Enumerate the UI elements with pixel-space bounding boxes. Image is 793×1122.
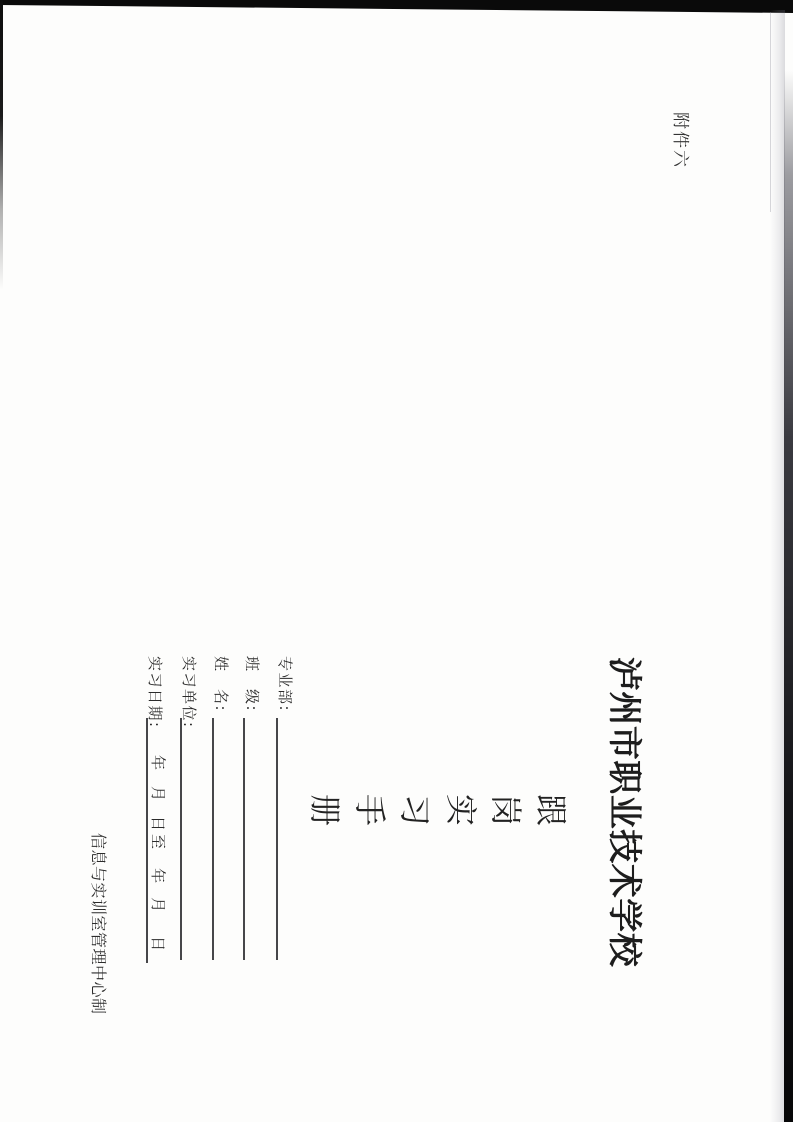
booklet-title-char: 跟 bbox=[532, 793, 570, 826]
scan-shadow-right bbox=[770, 10, 785, 1122]
field-line-class bbox=[243, 718, 265, 960]
date-char-year-start: 年 bbox=[149, 755, 167, 771]
form-row-major-department bbox=[276, 656, 296, 964]
field-label-class: 班 级: bbox=[243, 656, 261, 713]
form-row-name bbox=[212, 656, 232, 964]
booklet-title-char: 册 bbox=[306, 793, 345, 826]
scan-edge-left bbox=[0, 0, 3, 290]
date-char-day-end: 日 bbox=[149, 936, 167, 952]
form-row-class bbox=[243, 656, 263, 964]
form-row-internship-dates bbox=[146, 656, 166, 964]
field-label-internship-dates: 实习日期: bbox=[146, 656, 164, 729]
attachment-number-label: 附件六 bbox=[670, 112, 690, 169]
scan-edge-right bbox=[784, 70, 793, 1122]
date-char-to: 至 bbox=[149, 834, 167, 850]
date-char-year-end: 年 bbox=[149, 868, 167, 884]
date-char-day-start: 日 bbox=[149, 816, 167, 832]
form-row-internship-unit bbox=[180, 656, 200, 964]
school-name-title: 泸州市职业技术学校 bbox=[604, 656, 644, 968]
scan-fold-line bbox=[770, 12, 771, 212]
date-char-month-start: 月 bbox=[149, 786, 167, 802]
booklet-title-char: 手 bbox=[351, 793, 390, 826]
field-line-internship-dates bbox=[146, 718, 168, 963]
booklet-title-char: 习 bbox=[396, 793, 435, 826]
issuer-note: 信息与实训室管理中心制 bbox=[89, 833, 108, 1015]
date-char-month-end: 月 bbox=[149, 897, 167, 913]
field-line-major-department bbox=[276, 718, 298, 960]
field-line-internship-unit bbox=[180, 718, 202, 960]
booklet-title-char: 实 bbox=[441, 793, 480, 826]
field-label-internship-unit: 实习单位: bbox=[180, 656, 198, 729]
field-label-name: 姓 名: bbox=[212, 656, 230, 713]
field-label-major-department: 专业部: bbox=[276, 656, 294, 713]
booklet-title-char: 岗 bbox=[486, 793, 525, 826]
booklet-title-vertical bbox=[306, 791, 570, 829]
field-line-name bbox=[212, 718, 234, 960]
